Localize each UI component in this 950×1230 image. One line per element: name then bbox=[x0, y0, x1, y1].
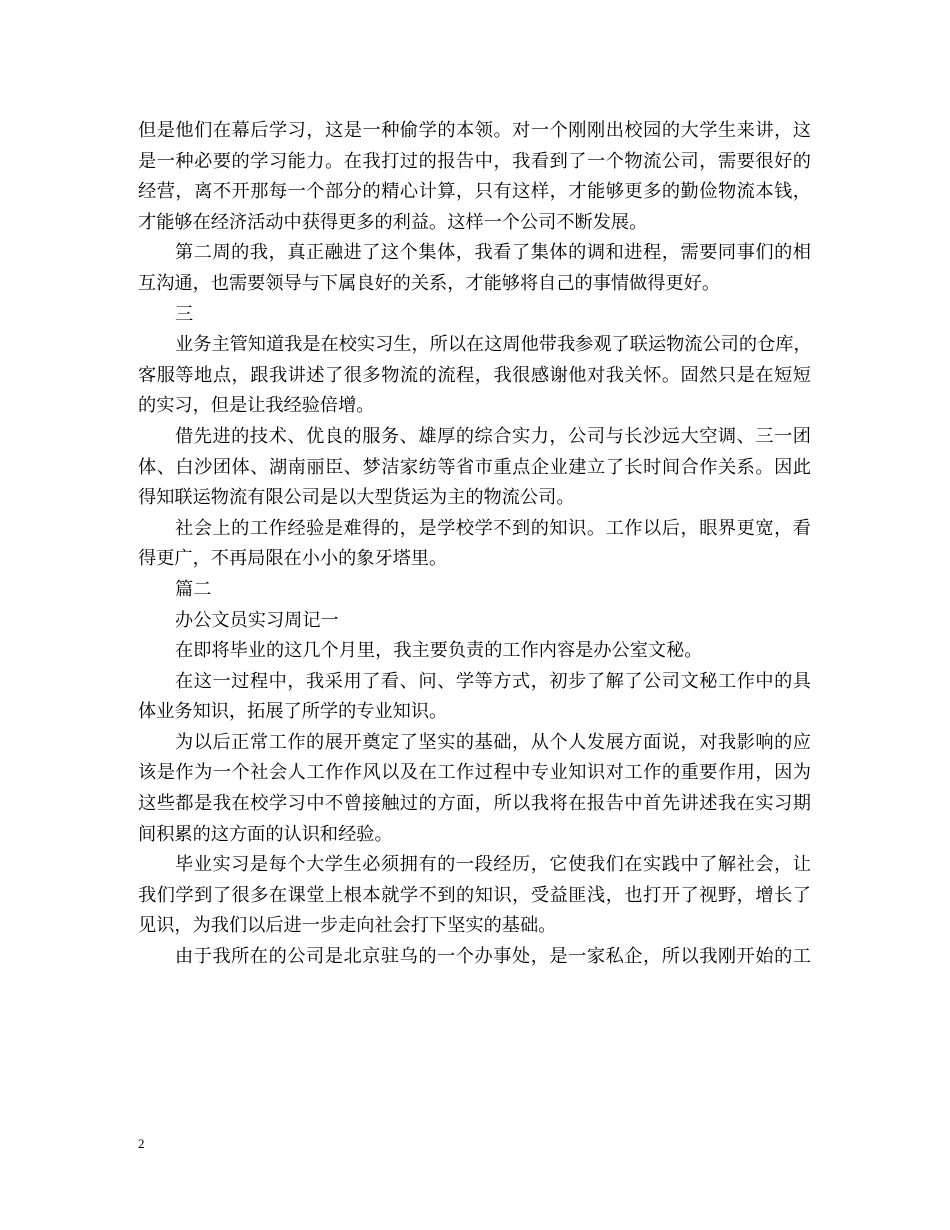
text-line: 体业务知识，拓展了所学的专业知识。 bbox=[138, 701, 448, 723]
text-line: 见识，为我们以后进一步走向社会打下坚实的基础。 bbox=[138, 915, 557, 937]
text-line: 篇二 bbox=[175, 578, 212, 600]
text-line: 业务主管知道我是在校实习生，所以在这周他带我参观了联运物流公司的仓库， bbox=[175, 334, 812, 356]
text-line: 体、白沙团体、湖南丽臣、梦洁家纺等省市重点企业建立了长时间合作关系。因此 bbox=[138, 456, 811, 478]
text-line: 社会上的工作经验是难得的，是学校学不到的知识。工作以后，眼界更宽，看 bbox=[175, 517, 811, 539]
text-line: 我们学到了很多在课堂上根本就学不到的知识，受益匪浅，也打开了视野，增长了 bbox=[138, 884, 811, 906]
text-line: 办公文员实习周记一 bbox=[175, 609, 339, 631]
page-number: 2 bbox=[138, 1136, 145, 1151]
text-line: 是一种必要的学习能力。在我打过的报告中，我看到了一个物流公司，需要很好的 bbox=[138, 150, 811, 172]
text-line: 但是他们在幕后学习，这是一种偷学的本领。对一个刚刚出校园的大学生来讲，这 bbox=[138, 120, 811, 141]
text-line: 由于我所在的公司是北京驻乌的一个办事处，是一家私企，所以我刚开始的工 bbox=[175, 946, 811, 968]
text-line: 客服等地点，跟我讲述了很多物流的流程，我很感谢他对我关怀。固然只是在短短 bbox=[138, 364, 811, 386]
text-line: 为以后正常工作的展开奠定了坚实的基础，从个人发展方面说，对我影响的应 bbox=[175, 731, 811, 753]
text-line: 得知联运物流有限公司是以大型货运为主的物流公司。 bbox=[138, 487, 575, 509]
text-line: 第二周的我，真正融进了这个集体，我看了集体的调和进程，需要同事们的相 bbox=[175, 242, 811, 264]
text-line: 间积累的这方面的认识和经验。 bbox=[138, 823, 393, 845]
text-line: 才能够在经济活动中获得更多的利益。这样一个公司不断发展。 bbox=[138, 211, 648, 233]
text-line: 互沟通，也需要领导与下属良好的关系，才能够将自己的事情做得更好。 bbox=[138, 272, 721, 294]
text-line: 该是作为一个社会人工作作风以及在工作过程中专业知识对工作的重要作用，因为 bbox=[138, 762, 811, 784]
text-line: 经营，离不开那每一个部分的精心计算，只有这样，才能够更多的勤俭物流本钱， bbox=[138, 181, 811, 203]
text-line: 得更广，不再局限在小小的象牙塔里。 bbox=[138, 548, 448, 570]
text-line: 的实习，但是让我经验倍增。 bbox=[138, 395, 375, 417]
document-body bbox=[138, 116, 811, 973]
text-line: 这些都是我在校学习中不曾接触过的方面，所以我将在报告中首先讲述我在实习期 bbox=[138, 793, 811, 815]
text-line: 毕业实习是每个大学生必须拥有的一段经历，它使我们在实践中了解社会，让 bbox=[175, 854, 811, 876]
text-line: 在这一过程中，我采用了看、问、学等方式，初步了解了公司文秘工作中的具 bbox=[175, 670, 811, 692]
text-line: 在即将毕业的这几个月里，我主要负责的工作内容是办公室文秘。 bbox=[175, 640, 703, 662]
text-line: 借先进的技术、优良的服务、雄厚的综合实力，公司与长沙远大空调、三一团 bbox=[175, 425, 811, 447]
text-line: 三 bbox=[175, 303, 194, 325]
